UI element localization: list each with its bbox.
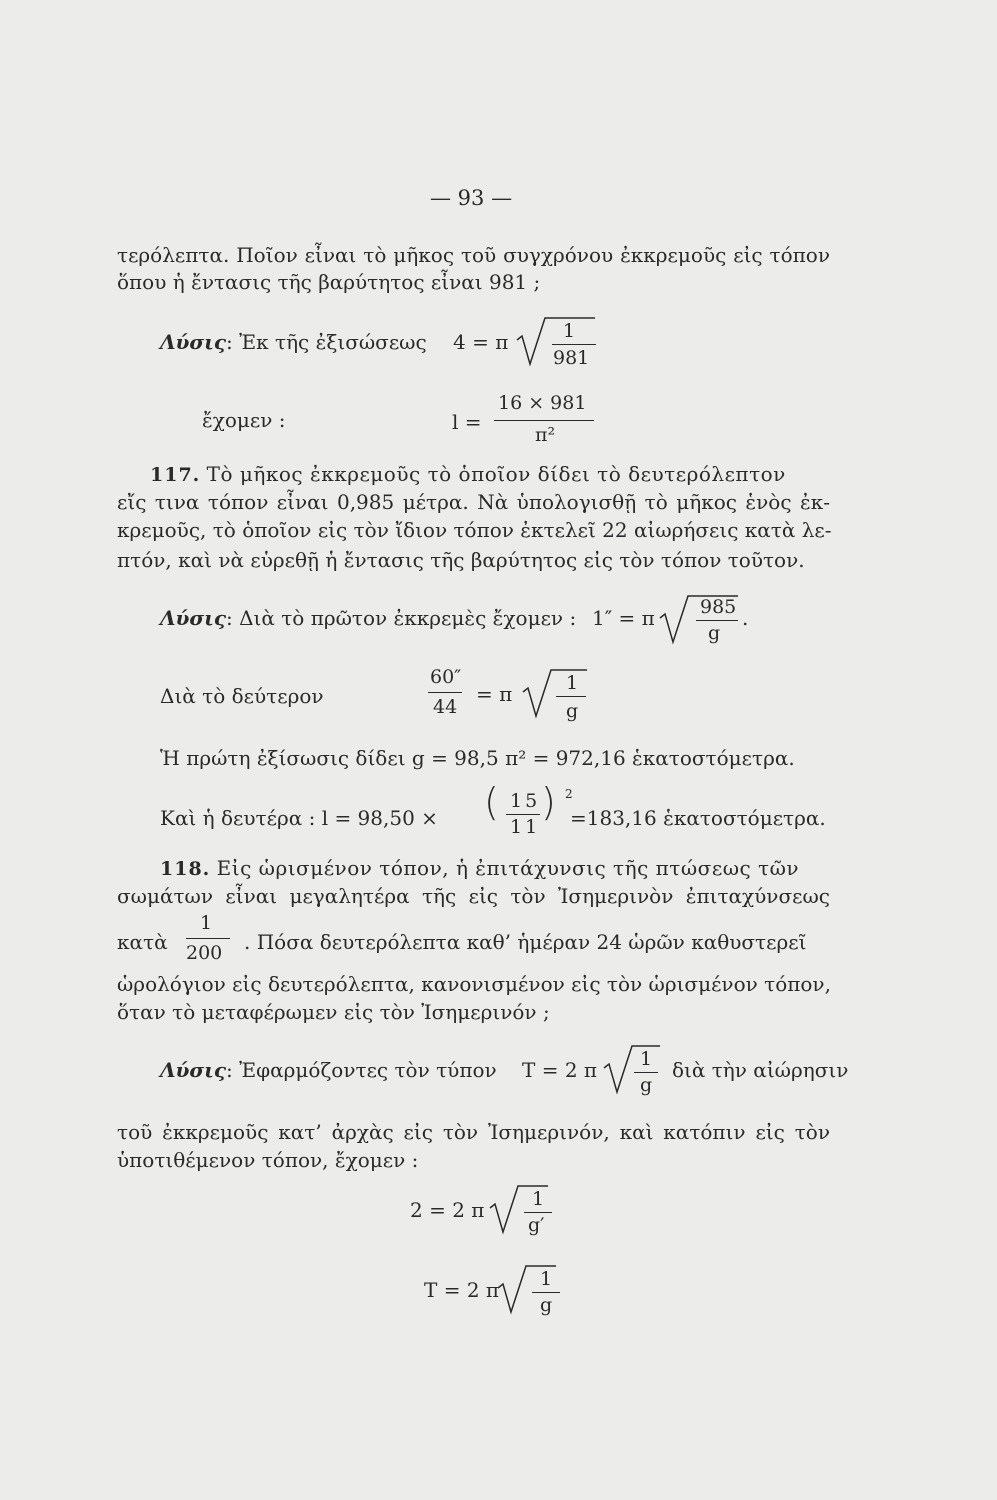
text-line: τερόλεπτα. Ποῖον εἶναι τὸ μῆκος τοῦ συγχρόνου ἐκκρεμοῦς εἰς τόπον [117, 243, 830, 267]
radical-sign [523, 668, 591, 720]
text-line: διὰ τὴν αἰώρησιν [672, 1058, 849, 1082]
fraction-denominator: g [640, 1074, 653, 1096]
text-line: ἔχομεν : [202, 408, 286, 432]
fraction-bar [552, 344, 596, 345]
text-line: ὡρολόγιον εἰς δευτερόλεπτα, κανονισμένον εἰς τὸν ὡρισμένον τόπον, [117, 972, 831, 996]
solution-line-1 [160, 330, 427, 354]
problem-number: 117. [150, 464, 201, 486]
fraction-numerator: 1 [532, 1188, 545, 1210]
problem-text: Εἰς ὡρισμένον τόπον, ἡ ἐπιτάχυνσις τῆς πτώσεως τῶν [216, 856, 800, 880]
text-line: . Πόσα δευτερόλεπτα καθ’ ἡμέραν 24 ὡρῶν καθυστερεῖ [244, 930, 807, 954]
text-line: κρεμοῦς, τὸ ὁποῖον εἰς τὸν ἴδιον τόπον ἐκτελεῖ 22 αἰωρήσεις κατὰ λε- [117, 518, 832, 542]
fraction-denominator: g′ [528, 1214, 545, 1236]
solution-line-3 [160, 1058, 497, 1082]
right-paren: ) [541, 780, 556, 824]
text-line: ὑποτιθέμενον τόπον, ἔχομεν : [117, 1148, 419, 1172]
fraction-numerator: 1 [640, 1048, 653, 1070]
equation-left: T = 2 π [522, 1058, 598, 1082]
equation-left: 1″ = π [592, 606, 655, 630]
fraction-denominator: 200 [186, 942, 223, 964]
text-line: Καὶ ἡ δευτέρα : l = 98,50 × [160, 806, 438, 830]
equation-left: T = 2 π [424, 1278, 500, 1302]
fraction-bar [556, 696, 586, 697]
text-line: κατὰ [117, 930, 168, 954]
equation-left: l = [452, 410, 482, 434]
text-line: Ἡ πρώτη ἐξίσωσις δίδει g = 98,5 π² = 972,16 ἑκατοστόμετρα. [160, 746, 795, 770]
fraction-numerator: 985 [700, 596, 737, 618]
solution-line-2 [160, 606, 576, 630]
period: . [742, 606, 749, 630]
solution-label: Λύσις [160, 606, 226, 630]
fraction-denominator: g [566, 700, 579, 722]
fraction-numerator: 1 [566, 672, 579, 694]
radical-sign [498, 1264, 562, 1316]
fraction-numerator: 15 [510, 790, 541, 812]
fraction-numerator: 1 [540, 1268, 553, 1290]
problem-117-line-1 [150, 462, 786, 486]
fraction-bar [428, 692, 462, 693]
text-line: ὅπου ἡ ἔντασις τῆς βαρύτητος εἶναι 981 ; [117, 270, 541, 294]
solution-text: : Ἐφαρμόζοντες τὸν τύπον [226, 1058, 497, 1082]
solution-label: Λύσις [160, 1058, 226, 1082]
solution-text: : Διὰ τὸ πρῶτον ἐκκρεμὲς ἔχομεν : [226, 606, 577, 630]
text-line: εἴς τινα τόπον εἶναι 0,985 μέτρα. Νὰ ὑπολογισθῇ τὸ μῆκος ἑνὸς ἐκ- [117, 490, 830, 514]
problem-118-line-1 [160, 856, 799, 880]
solution-text: : Ἐκ τῆς ἐξισώσεως [226, 330, 427, 354]
fraction-denominator: 44 [433, 696, 458, 718]
text-line: Διὰ τὸ δεύτερον [160, 684, 324, 708]
text-line: ὅταν τὸ μεταφέρωμεν εἰς τὸν Ἰσημερινόν ; [117, 1000, 550, 1024]
fraction-numerator: 60″ [430, 666, 462, 688]
text-line: =183,16 ἑκατοστόμετρα. [570, 806, 826, 830]
page-number: — 93 — [430, 186, 513, 210]
text-line: σωμάτων εἶναι μεγαλητέρα τῆς εἰς τὸν Ἰσημερινὸν ἐπιταχύνσεως [117, 884, 830, 908]
fraction-denominator: 981 [553, 347, 590, 369]
fraction-denominator: g [708, 622, 721, 644]
text-line: πτόν, καὶ νὰ εὑρεθῇ ἡ ἔντασις τῆς βαρύτητος εἰς τὸν τόπον τοῦτον. [117, 548, 805, 572]
radical-sign [604, 1044, 664, 1096]
equation-left: 2 = 2 π [410, 1198, 485, 1222]
fraction-bar [186, 938, 230, 939]
problem-text: Τὸ μῆκος ἐκκρεμοῦς τὸ ὁποῖον δίδει τὸ δευτερόλεπτον [206, 462, 786, 486]
solution-label: Λύσις [160, 330, 226, 354]
fraction-denominator: g [540, 1294, 553, 1316]
text-line: τοῦ ἐκκρεμοῦς κατ’ ἀρχὰς εἰς τὸν Ἰσημερινόν, καὶ κατόπιν εἰς τὸν [117, 1120, 830, 1144]
left-paren: ( [484, 780, 499, 824]
equation-left: 4 = π [453, 330, 509, 354]
fraction-denominator: π² [535, 424, 556, 446]
exponent: 2 [565, 787, 573, 801]
fraction-denominator: 11 [510, 816, 541, 838]
equation-mid: = π [476, 682, 513, 706]
fraction-bar [494, 420, 594, 421]
fraction-numerator: 1 [200, 912, 213, 934]
problem-number: 118. [160, 858, 211, 880]
fraction-numerator: 16 × 981 [498, 392, 587, 414]
fraction-numerator: 1 [563, 320, 576, 342]
